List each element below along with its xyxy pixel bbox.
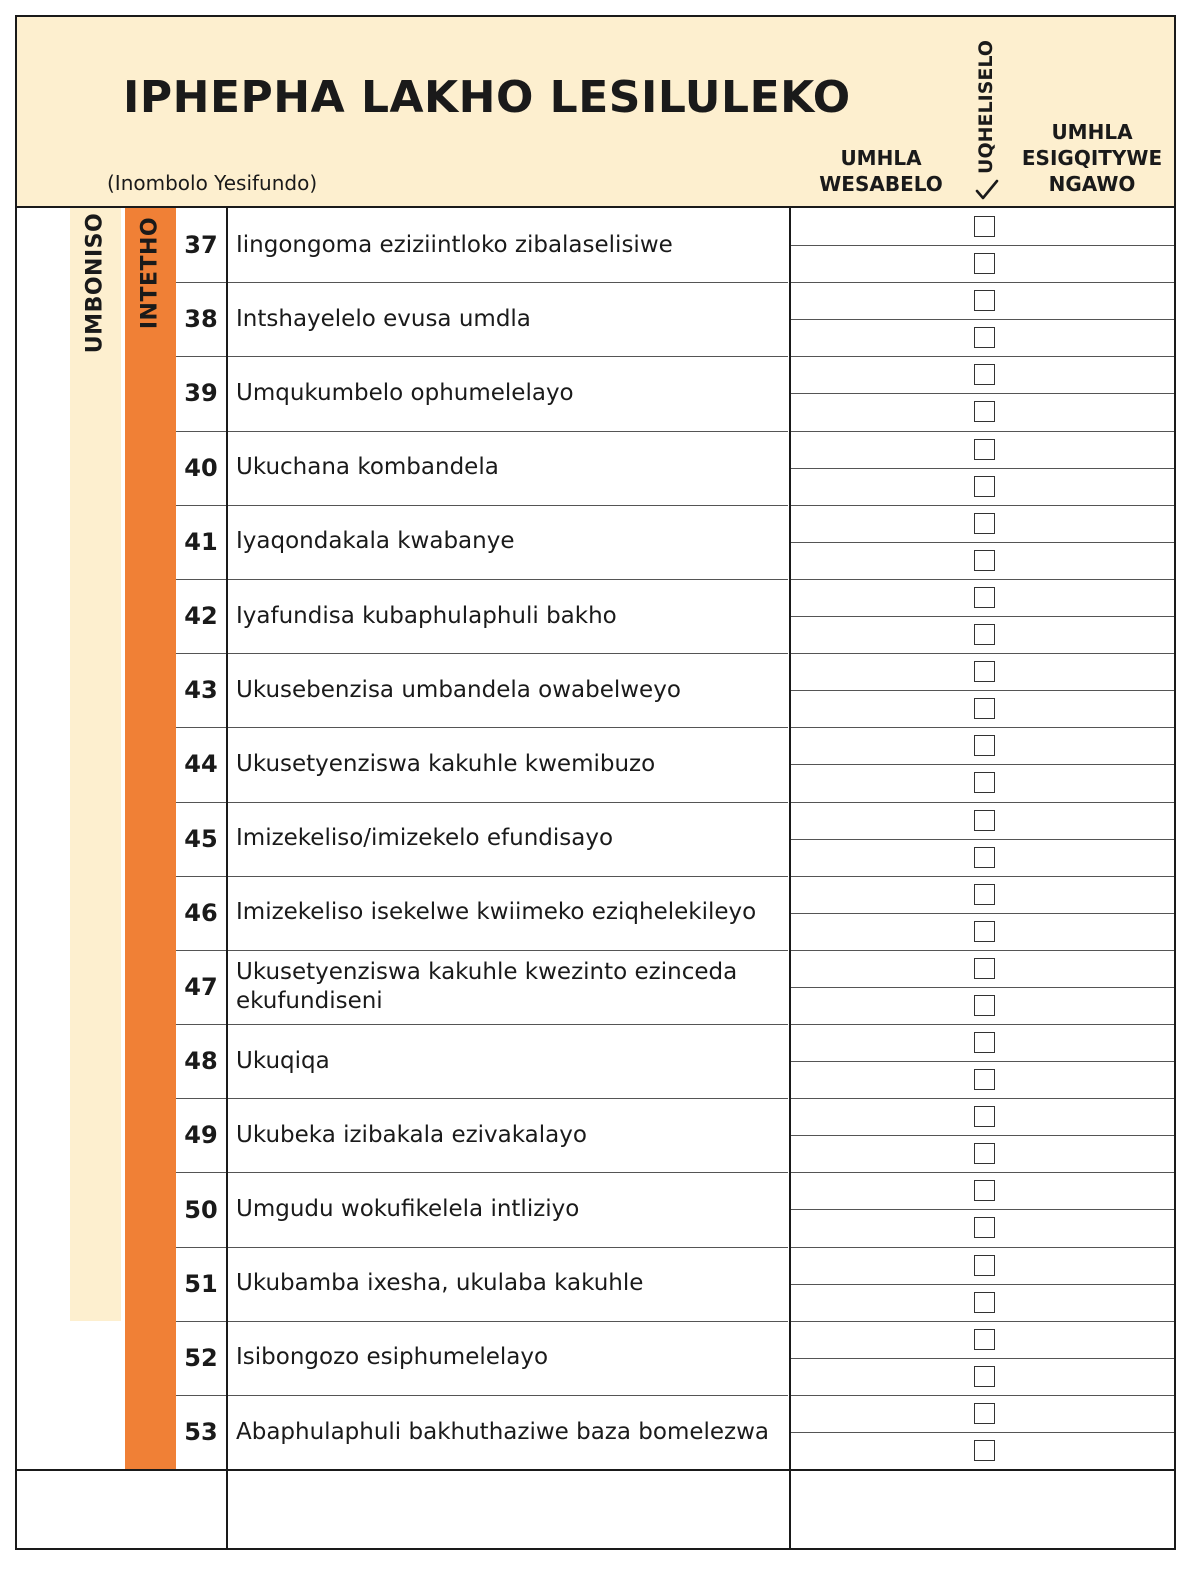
row-divider (790, 542, 1174, 543)
counsel-point-text: Isibongozo esiphumelelayo (236, 1344, 549, 1371)
exercise-checkbox[interactable] (974, 253, 995, 274)
row-divider (790, 1358, 1174, 1359)
counsel-point-text: Intshayelelo evusa umdla (236, 305, 531, 332)
form-title: IPHEPHA LAKHO LESILULEKO (123, 72, 851, 123)
row-divider (790, 1432, 1174, 1433)
counsel-point-row (17, 431, 1174, 505)
column-header-completed-date: UMHLA ESIGQITYWE NGAWO (1021, 120, 1163, 196)
column-divider (226, 208, 228, 1548)
counsel-point-text: Ukubamba ixesha, ukulaba kakuhle (236, 1270, 644, 1297)
section-label-demonstration: UMBONISO (82, 212, 108, 354)
counsel-point-text: Iyafundisa kubaphulaphuli bakho (236, 602, 617, 629)
exercise-checkbox[interactable] (974, 1403, 995, 1424)
row-divider (790, 1209, 1174, 1210)
counsel-point-row (17, 876, 1174, 950)
exercise-checkbox[interactable] (974, 624, 995, 645)
counsel-point-row (17, 208, 1174, 282)
column-header-exercise (972, 29, 1000, 209)
row-divider (790, 393, 1174, 394)
exercise-checkbox[interactable] (974, 476, 995, 497)
counsel-point-number: 40 (184, 453, 218, 482)
row-divider (790, 319, 1174, 320)
counsel-point-row (17, 727, 1174, 801)
exercise-checkbox[interactable] (974, 698, 995, 719)
exercise-checkbox[interactable] (974, 513, 995, 534)
row-divider (790, 245, 1174, 246)
counsel-point-text: Abaphulaphuli bakhuthaziwe baza bomelezwa (236, 1418, 770, 1445)
lesson-number-label: (Inombolo Yesifundo) (107, 171, 318, 195)
exercise-checkbox[interactable] (974, 364, 995, 385)
counsel-point-text: Imizekeliso isekelwe kwiimeko eziqhelekileyo (236, 899, 757, 926)
counsel-point-text: Imizekeliso/imizekelo efundisayo (236, 825, 614, 852)
lesson-slip-form (15, 15, 1176, 1550)
exercise-checkbox[interactable] (974, 772, 995, 793)
exercise-checkbox[interactable] (974, 327, 995, 348)
section-label-talk: INTETHO (137, 216, 163, 330)
exercise-checkbox[interactable] (974, 216, 995, 237)
exercise-checkbox[interactable] (974, 1366, 995, 1387)
exercise-checkbox[interactable] (974, 995, 995, 1016)
form-header (17, 17, 1174, 208)
exercise-checkbox[interactable] (974, 550, 995, 571)
counsel-point-text: Umgudu wokufikelela intliziyo (236, 1196, 580, 1223)
exercise-checkbox[interactable] (974, 1329, 995, 1350)
counsel-point-number: 39 (184, 379, 218, 408)
counsel-point-text: Ukusetyenziswa kakuhle kwemibuzo (236, 750, 656, 777)
table-bottom-rule (17, 1469, 1174, 1471)
column-header-assigned-date: UMHLA WESABELO (819, 146, 943, 196)
counsel-point-text: Iingongoma eziziintloko zibalaselisiwe (236, 231, 673, 258)
exercise-checkbox[interactable] (974, 1069, 995, 1090)
counsel-point-row (17, 505, 1174, 579)
exercise-checkbox[interactable] (974, 401, 995, 422)
counsel-point-row (17, 802, 1174, 876)
exercise-checkbox[interactable] (974, 439, 995, 460)
row-divider (790, 987, 1174, 988)
exercise-checkbox[interactable] (974, 290, 995, 311)
counsel-point-number: 49 (184, 1121, 218, 1150)
counsel-point-number: 53 (184, 1418, 218, 1447)
row-divider (790, 1284, 1174, 1285)
counsel-point-number: 38 (184, 305, 218, 334)
counsel-point-row (17, 1247, 1174, 1321)
exercise-checkbox[interactable] (974, 587, 995, 608)
counsel-point-number: 51 (184, 1269, 218, 1298)
counsel-point-text: Iyaqondakala kwabanye (236, 528, 515, 555)
counsel-point-number: 41 (184, 527, 218, 556)
row-divider (790, 468, 1174, 469)
exercise-checkbox[interactable] (974, 1217, 995, 1238)
counsel-point-row (17, 1024, 1174, 1098)
counsel-point-text: Ukubeka izibakala ezivakalayo (236, 1121, 587, 1148)
row-divider (790, 690, 1174, 691)
exercise-checkbox[interactable] (974, 735, 995, 756)
counsel-point-number: 43 (184, 676, 218, 705)
exercise-checkbox[interactable] (974, 1143, 995, 1164)
exercise-checkbox[interactable] (974, 1106, 995, 1127)
counsel-point-row (17, 356, 1174, 430)
counsel-point-number: 46 (184, 898, 218, 927)
exercise-checkbox[interactable] (974, 847, 995, 868)
exercise-checkbox[interactable] (974, 661, 995, 682)
counsel-point-row (17, 653, 1174, 727)
counsel-point-row (17, 1098, 1174, 1172)
counsel-point-number: 37 (184, 231, 218, 260)
counsel-point-list (17, 208, 1174, 1469)
counsel-point-row (17, 282, 1174, 356)
column-header-exercise-label: UQHELISELO (975, 40, 997, 174)
exercise-checkbox[interactable] (974, 1292, 995, 1313)
counsel-point-row (17, 1395, 1174, 1469)
column-divider (789, 208, 791, 1548)
exercise-checkbox[interactable] (974, 1032, 995, 1053)
counsel-point-text: Ukuchana kombandela (236, 454, 499, 481)
counsel-point-row (17, 579, 1174, 653)
exercise-checkbox[interactable] (974, 810, 995, 831)
exercise-checkbox[interactable] (974, 1440, 995, 1461)
counsel-point-number: 52 (184, 1343, 218, 1372)
counsel-point-number: 45 (184, 824, 218, 853)
counsel-point-number: 42 (184, 602, 218, 631)
row-divider (790, 913, 1174, 914)
exercise-checkbox[interactable] (974, 921, 995, 942)
row-divider (790, 839, 1174, 840)
counsel-point-row (17, 950, 1174, 1024)
counsel-point-text: Umqukumbelo ophumelelayo (236, 379, 574, 406)
row-divider (790, 616, 1174, 617)
exercise-checkbox[interactable] (974, 1255, 995, 1276)
counsel-point-text: Ukuqiqa (236, 1047, 330, 1074)
row-divider (790, 764, 1174, 765)
row-divider (790, 1061, 1174, 1062)
counsel-point-number: 50 (184, 1195, 218, 1224)
counsel-point-number: 44 (184, 750, 218, 779)
counsel-point-text: Ukusetyenziswa kakuhle kwezinto ezinceda ekufundiseni (236, 958, 738, 1014)
exercise-checkbox[interactable] (974, 1180, 995, 1201)
check-mark-icon (974, 177, 1000, 203)
counsel-point-number: 47 (184, 972, 218, 1001)
exercise-checkbox[interactable] (974, 958, 995, 979)
counsel-point-row (17, 1321, 1174, 1395)
exercise-checkbox[interactable] (974, 884, 995, 905)
counsel-point-text: Ukusebenzisa umbandela owabelweyo (236, 676, 681, 703)
counsel-point-number: 48 (184, 1047, 218, 1076)
counsel-point-row (17, 1172, 1174, 1246)
row-divider (790, 1135, 1174, 1136)
